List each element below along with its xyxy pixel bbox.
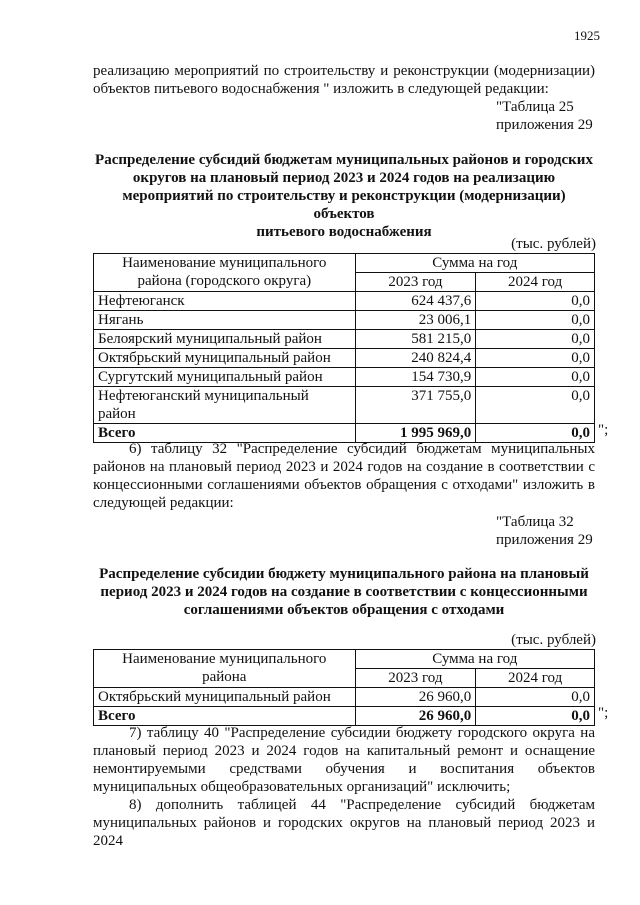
table-row (94, 688, 595, 707)
row-value-2024: 0,0 (476, 330, 595, 349)
row-value-2024: 0,0 (476, 688, 595, 707)
row-value-2024: 0,0 (476, 387, 595, 424)
table25-title-line: округов на плановый период 2023 и 2024 годов на реализацию (132, 170, 556, 186)
row-value-2024: 0,0 (476, 292, 595, 311)
row-name: Нефтеюганск (94, 292, 356, 311)
table-row (94, 368, 595, 387)
row-value-2023: 26 960,0 (355, 688, 476, 707)
total-value-2024: 0,0 (476, 707, 595, 726)
table25-reference (496, 98, 593, 134)
table32-title-line: Распределение субсидии бюджету муниципального района на плановый (99, 566, 589, 582)
total-label: Всего (94, 424, 356, 443)
table25-ref-line: "Таблица 25 (496, 99, 574, 115)
total-value-2023: 1 995 969,0 (355, 424, 476, 443)
table25-title-line: питьевого водоснабжения (256, 224, 432, 240)
row-value-2024: 0,0 (476, 368, 595, 387)
table32-ref-line: приложения 29 (496, 532, 593, 548)
row-name: Нягань (94, 311, 356, 330)
table25-unit: (тыс. рублей) (511, 236, 596, 252)
table25-header-2024: 2024 год (476, 273, 595, 292)
row-name: Октябрьский муниципальный район (94, 688, 356, 707)
item7-line: немонтируемыми средствами обучения и воспитания объектов (93, 761, 595, 777)
item6-line: районов на плановый период 2023 и 2024 годов на создание в соответствии с (93, 459, 595, 475)
table25-title (93, 151, 595, 241)
table32-header-2024: 2024 год (476, 669, 595, 688)
item7-line: 7) таблицу 40 "Распределение субсидии бюджету городского округа на (129, 725, 595, 741)
item6-paragraph (93, 440, 595, 512)
total-value-2024: 0,0 (476, 424, 595, 443)
row-name: Сургутский муниципальный район (94, 368, 356, 387)
row-value-2023: 371 755,0 (355, 387, 476, 424)
item8-line: муниципальных районов и городских округов на плановый период 2023 и 2024 (93, 815, 595, 849)
table32-closing: "; (598, 705, 609, 721)
table-row (94, 349, 595, 368)
table32-reference (496, 513, 593, 549)
table25-closing: "; (598, 422, 609, 438)
item6-line: концессионными соглашениями объектов обращения с отходами" изложить в (93, 477, 595, 493)
item6-line: 6) таблицу 32 "Распределение субсидий бюджетам муниципальных (129, 441, 595, 457)
intro-line: реализацию мероприятий по строительству и реконструкции (модернизации) (93, 63, 595, 79)
table32-total-row (94, 707, 595, 726)
row-value-2023: 240 824,4 (355, 349, 476, 368)
table25-header-name: Наименование муниципального района (городского округа) (94, 254, 356, 292)
table25-header-sum: Сумма на год (355, 254, 594, 273)
table25-title-line: мероприятий по строительству и реконструкции (модернизации) объектов (122, 188, 566, 222)
row-name: Октябрьский муниципальный район (94, 349, 356, 368)
table32-title (93, 565, 595, 619)
table-row (94, 292, 595, 311)
total-value-2023: 26 960,0 (355, 707, 476, 726)
table-row (94, 311, 595, 330)
table25 (93, 253, 595, 443)
item7-paragraph (93, 724, 595, 796)
row-name: Нефтеюганский муниципальный район (94, 387, 356, 424)
table32-title-line: период 2023 и 2024 годов на создание в соответствии с концессионными (100, 584, 588, 600)
item7-line: плановый период 2023 и 2024 годов на капитальный ремонт и оснащение (93, 743, 595, 759)
table32-ref-line: "Таблица 32 (496, 514, 574, 530)
row-value-2023: 581 215,0 (355, 330, 476, 349)
row-value-2023: 624 437,6 (355, 292, 476, 311)
table-row (94, 330, 595, 349)
table32-header-row (94, 650, 595, 669)
table32-unit: (тыс. рублей) (511, 632, 596, 648)
table25-title-line: Распределение субсидий бюджетам муниципальных районов и городских (95, 152, 593, 168)
table32-header-sum: Сумма на год (355, 650, 594, 669)
item8-paragraph (93, 796, 595, 850)
item7-line: муниципальных общеобразовательных организаций" исключить; (93, 779, 511, 795)
row-value-2024: 0,0 (476, 311, 595, 330)
row-value-2023: 23 006,1 (355, 311, 476, 330)
table32-title-line: соглашениями объектов обращения с отходами (183, 602, 505, 618)
total-label: Всего (94, 707, 356, 726)
table-row (94, 387, 595, 424)
page-number: 1925 (574, 28, 600, 43)
table32-header-name: Наименование муниципального района (94, 650, 356, 688)
item6-line: следующей редакции: (93, 495, 234, 511)
table25-header-2023: 2023 год (355, 273, 476, 292)
table25-ref-line: приложения 29 (496, 117, 593, 133)
intro-paragraph (93, 62, 595, 98)
item8-line: 8) дополнить таблицей 44 "Распределение субсидий бюджетам (129, 797, 595, 813)
table25-header-row (94, 254, 595, 273)
row-value-2023: 154 730,9 (355, 368, 476, 387)
intro-line: объектов питьевого водоснабжения " изложить в следующей редакции: (93, 81, 549, 97)
row-name: Белоярский муниципальный район (94, 330, 356, 349)
table32-header-2023: 2023 год (355, 669, 476, 688)
row-value-2024: 0,0 (476, 349, 595, 368)
table32 (93, 649, 595, 726)
